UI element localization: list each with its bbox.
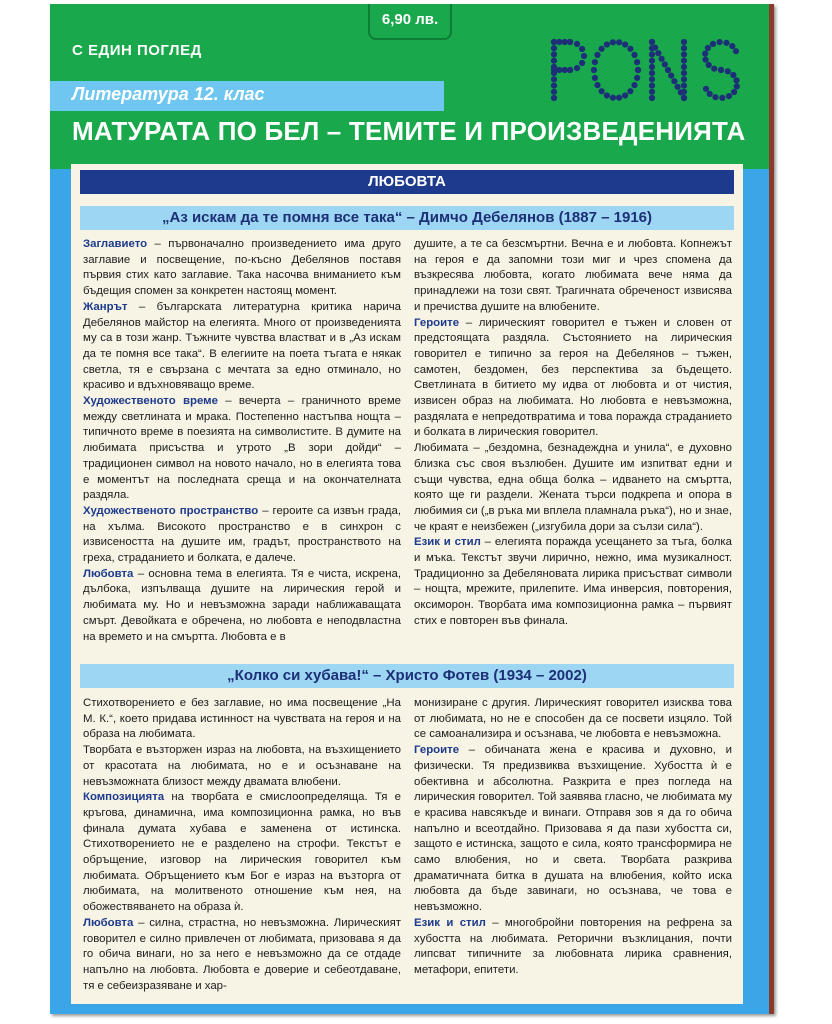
paragraph xyxy=(414,441,732,535)
logo-dot xyxy=(551,39,557,45)
paragraph xyxy=(83,743,401,790)
paragraph xyxy=(83,394,401,504)
logo-dot xyxy=(729,43,735,49)
paragraph xyxy=(83,790,401,916)
logo-dot xyxy=(681,76,687,82)
paragraph-text: душите, а те са безсмъртни. Вечна е и любовта. Копнежът на героя е да запомни този миг и чрез спомена да възкресява любовта, когато любимата вече няма да принадлежи на този свят. Трагичната обреченост извисява и пречиства душите на влюбените. xyxy=(414,238,732,313)
logo-dot xyxy=(627,46,633,52)
logo-dot xyxy=(671,78,677,84)
logo-dot xyxy=(551,95,557,101)
logo-dot xyxy=(659,56,665,62)
logo-dot xyxy=(707,91,713,97)
logo-dot xyxy=(730,72,736,78)
paragraph-term: Жанрът xyxy=(83,300,128,313)
logo-dot xyxy=(649,39,655,45)
logo-dot xyxy=(681,83,687,89)
logo-dot xyxy=(592,59,598,65)
logo-dot xyxy=(574,41,580,47)
section2-heading: „Колко си хубава!“ – Христо Фотев (1934 – 2002) xyxy=(80,664,734,688)
paragraph xyxy=(414,916,732,979)
logo-dot xyxy=(567,39,573,45)
paragraph-text: – вечерта – граничното време между светлината и мрака. Постепенно настъпва нощта – типичното време в поезията на символистите. В думите на любимата присъства и утрото „В зори дойди“ – традиционен символ на новото начало, но в елегията това е моментът на последната среща и на окончателната раздяла. xyxy=(83,395,401,502)
page-title: МАТУРАТА ПО БЕЛ – ТЕМИТЕ И ПРОИЗВЕДЕНИЯТА xyxy=(72,116,746,146)
logo-dot xyxy=(616,39,622,45)
paragraph-term: Любовта xyxy=(83,567,134,580)
logo-dot xyxy=(703,86,709,92)
logo-dot xyxy=(649,70,655,76)
logo-dot xyxy=(675,84,681,90)
paragraph-text: – първоначално произведението има друго заглавие и посвещение, по-късно Дебелянов поставя първия стих като заглавие. Така насочва вниманието към бъдещия спомен за конкретен настоящ момент. xyxy=(83,238,401,298)
logo-dot xyxy=(702,57,708,63)
logo-dot xyxy=(551,76,557,82)
logo-dot xyxy=(551,67,557,73)
logo-dot xyxy=(604,92,610,98)
logo-dot xyxy=(556,39,562,45)
logo-dot xyxy=(726,93,732,99)
logo-dot xyxy=(594,82,600,88)
logo-dot xyxy=(705,45,711,51)
paragraph-text: – силна, страстна, но невъзможна. Лирическият говорител е силно привлечен от любимата, призовава я да го обича винаги, но за него е невъзможно да се отдаде напълно на любовта. Любовта е доверие и себеотдаване, тя е себеизразяване и хар- xyxy=(83,916,401,992)
logo-dot xyxy=(681,45,687,51)
logo-dot xyxy=(725,68,731,74)
logo-dot xyxy=(719,95,725,101)
logo-dot xyxy=(610,95,616,101)
logo-dot xyxy=(712,94,718,100)
logo-dot xyxy=(622,92,628,98)
pons-logo xyxy=(546,34,746,106)
logo-dot xyxy=(551,45,557,51)
logo-dot xyxy=(681,89,687,95)
logo-dot xyxy=(711,66,717,72)
paragraph-term: Героите xyxy=(414,744,460,757)
paragraph xyxy=(83,696,401,743)
series-label: С ЕДИН ПОГЛЕД xyxy=(72,42,202,59)
paragraph xyxy=(414,743,732,916)
logo-dot xyxy=(681,58,687,64)
paragraph xyxy=(414,696,732,743)
topic-heading: ЛЮБОВТА xyxy=(80,170,734,194)
logo-dot xyxy=(622,41,628,47)
logo-dot xyxy=(662,61,668,67)
paragraph xyxy=(414,316,732,442)
logo-dot xyxy=(594,52,600,58)
subject-label: Литература 12. клас xyxy=(72,84,265,104)
logo-dot xyxy=(649,64,655,70)
logo-dot xyxy=(734,83,740,89)
paragraph-text: Любимата – „бездомна, безнадеждна и унила“, е духовно близка със своя възлюбен. Душите им изпитват едни и същи чувства, една обща болка – идването на смъртта, която ще ги раздели. Жената търси подкрепа и опора в любимия си („в ръка ми вплела пламнала ръка“), но и знае, че краят е неизбежен („изгубила дори за сълзи сила“). xyxy=(414,442,732,533)
logo-dot xyxy=(706,62,712,68)
paragraph-text: Стихотворението е без заглавие, но има посвещение „На М. К.“, което придава истинност на чувствата на героя и на образа на любимата. xyxy=(83,697,401,741)
paragraph xyxy=(83,504,401,567)
price-tag: 6,90 лв. xyxy=(368,4,452,40)
logo-dot xyxy=(562,67,568,73)
logo-dot xyxy=(634,59,640,65)
logo-dot xyxy=(616,95,622,101)
paragraph xyxy=(414,237,732,316)
paragraph xyxy=(83,916,401,995)
paragraph-text: – българската литературна критика нарича Дебелянов майстор на елегията. Много от произведенията му са в този жанр. Тъжните чувства властват и в „Аз искам да те помня все така“. В елегиите на поета тъгата е някак светла, тя е свързана с мечтата за едно отминало, но красиво и вдъхновяващо време. xyxy=(83,300,401,392)
logo-dot xyxy=(681,64,687,70)
logo-dot xyxy=(631,52,637,58)
logo-dot xyxy=(599,88,605,94)
logo-dot xyxy=(649,89,655,95)
logo-dot xyxy=(681,39,687,45)
paragraph-term: Език и стил xyxy=(414,536,481,549)
paragraph-term: Композицията xyxy=(83,791,165,804)
logo-dot xyxy=(631,82,637,88)
paragraph xyxy=(414,535,732,629)
logo-dot xyxy=(551,58,557,64)
content-panel xyxy=(71,164,743,1004)
logo-dot xyxy=(635,67,641,73)
paragraph-term: Любовта xyxy=(83,916,134,929)
paragraph xyxy=(83,300,401,394)
paragraph-text: – лирическият говорител е тъжен и словен от предстоящата раздяла. Състоянието на лирическия говорител е типично за героя на Дебелянов – тъжен, самотен, бездомен, без перспектива за бъдещето. Светлината в битието му идва от любовта и от чистия, извисен образ на любимата. Но любовта е невъзможна, раздялата е непредотвратима и това поражда страданието и болката в лирическия говорител. xyxy=(414,316,732,439)
logo-dot xyxy=(668,73,674,79)
subject-bar xyxy=(50,81,444,111)
paragraph-text: – обичаната жена е красива и духовно, и физически. Тя предизвиква възхищение. Хубостта ѝ е обективна и абсолютна. Разкрита е през погледа на лирическия говорител. Той заявява гласно, че любимата му е красива навсякъде и винаги. Отправя зов я да го обича напълно и всеотдайно. Призовава я да пази хубостта си, защото е истинска, защото е сила, която трансформира не само влюбения, но и света. Творбата разкрива драматичната битка в душата на влюбения, който иска любовта да бъде завинаги, но осъзнава, че това е невъзможно. xyxy=(414,744,732,914)
logo-dot xyxy=(681,70,687,76)
paragraph-text: – героите са извън града, на хълма. Високото пространство е в синхрон с извисеността на душите им, градът, пространството на греха, страданието и болката, е далече. xyxy=(83,504,401,565)
logo-dot xyxy=(649,58,655,64)
section2-left-column xyxy=(83,696,401,994)
paragraph-term: Език и стил xyxy=(414,916,486,929)
logo-dot xyxy=(733,77,739,83)
section1-left-column xyxy=(83,237,401,645)
paragraph-text: – основна тема в елегията. Тя е чиста, искрена, дълбока, изпълваща душите на лирическия герой и любимата му. Но и невъзможна заради наближаващата смърт. Девойката е обречена, но любовта е неподвластна на времето и на смъртта. Любовта е в xyxy=(83,567,401,643)
logo-dot xyxy=(567,67,573,73)
paragraph-text: Творбата е възторжен израз на любовта, на възхищението от красотата на любимата, но е и осъзнаване на невъзможната близост между двамата влюбени. xyxy=(83,744,401,788)
logo-dot xyxy=(681,51,687,57)
logo-dot xyxy=(723,40,729,46)
logo-dot xyxy=(649,95,655,101)
logo-dot xyxy=(610,39,616,45)
logo-dot xyxy=(551,89,557,95)
logo-dot xyxy=(591,67,597,73)
logo-dot xyxy=(592,75,598,81)
logo-dot xyxy=(681,95,687,101)
logo-dot xyxy=(556,67,562,73)
logo-dot xyxy=(718,67,724,73)
logo-dot xyxy=(599,46,605,52)
paragraph-term: Заглавието xyxy=(83,238,148,250)
section2-right-column xyxy=(414,696,732,979)
pons-logo-dots xyxy=(546,34,746,106)
paragraph-text: монизиране с другия. Лирическият говорител изисква това от любимата, но не е способен да се посвети изцяло. Той се самоанализира и осъзнава, че любовта е невъзможна. xyxy=(414,697,732,741)
paragraph xyxy=(83,567,401,646)
paragraph xyxy=(83,237,401,300)
logo-dot xyxy=(655,50,661,56)
logo-dot xyxy=(649,76,655,82)
section1-heading: „Аз искам да те помня все така“ – Димчо Дебелянов (1887 – 1916) xyxy=(80,206,734,230)
logo-dot xyxy=(710,41,716,47)
logo-dot xyxy=(579,46,585,52)
logo-dot xyxy=(581,53,587,59)
logo-dot xyxy=(649,83,655,89)
logo-dot xyxy=(665,67,671,73)
logo-dot xyxy=(702,51,708,57)
logo-dot xyxy=(652,45,658,51)
logo-dot xyxy=(733,48,739,54)
logo-dot xyxy=(574,65,580,71)
logo-dot xyxy=(551,83,557,89)
paragraph-term: Художественото пространство xyxy=(83,504,259,517)
paragraph-term: Художественото време xyxy=(83,395,218,408)
logo-dot xyxy=(731,89,737,95)
paragraph-text: – елегията поражда усещането за тъга, болка и мъка. Текстът звучи лирично, нежно, има музикалност. Традиционно за Дебеляновата лирика присъстват символи – нощта, мрежите, прилепите. Има инверсия, повторения, оксиморон. Творбата има композиционна рамка – първият стих е повторен във финала. xyxy=(414,536,732,627)
paragraph-text: – многобройни повторения на рефрена за хубостта на любимата. Реторични възклицания, почти липсват типичните за любовната лирика сравнения, метафори, епитети. xyxy=(414,916,732,976)
poster-sheet xyxy=(50,4,774,1014)
logo-dot xyxy=(551,51,557,57)
logo-dot xyxy=(634,75,640,81)
section1-right-column xyxy=(414,237,732,630)
logo-dot xyxy=(627,88,633,94)
logo-dot xyxy=(649,51,655,57)
logo-dot xyxy=(562,39,568,45)
paragraph-term: Героите xyxy=(414,316,460,329)
paragraph-text: на творбата е смислоопределяща. Тя е кръгова, динамична, има композиционна рамка, но във финала думата хубава е заменена от истинска. Стихотворението не е разделено на строфи. Текстът е обръщение, изговор на лирическия говорител към любимата. Обръщението към Бог е израз на възторга от любимата, на молитвеното отношение към нея, на обожествяването на образа ѝ. xyxy=(83,791,401,914)
logo-dot xyxy=(579,60,585,66)
logo-dot xyxy=(717,39,723,45)
logo-dot xyxy=(604,41,610,47)
